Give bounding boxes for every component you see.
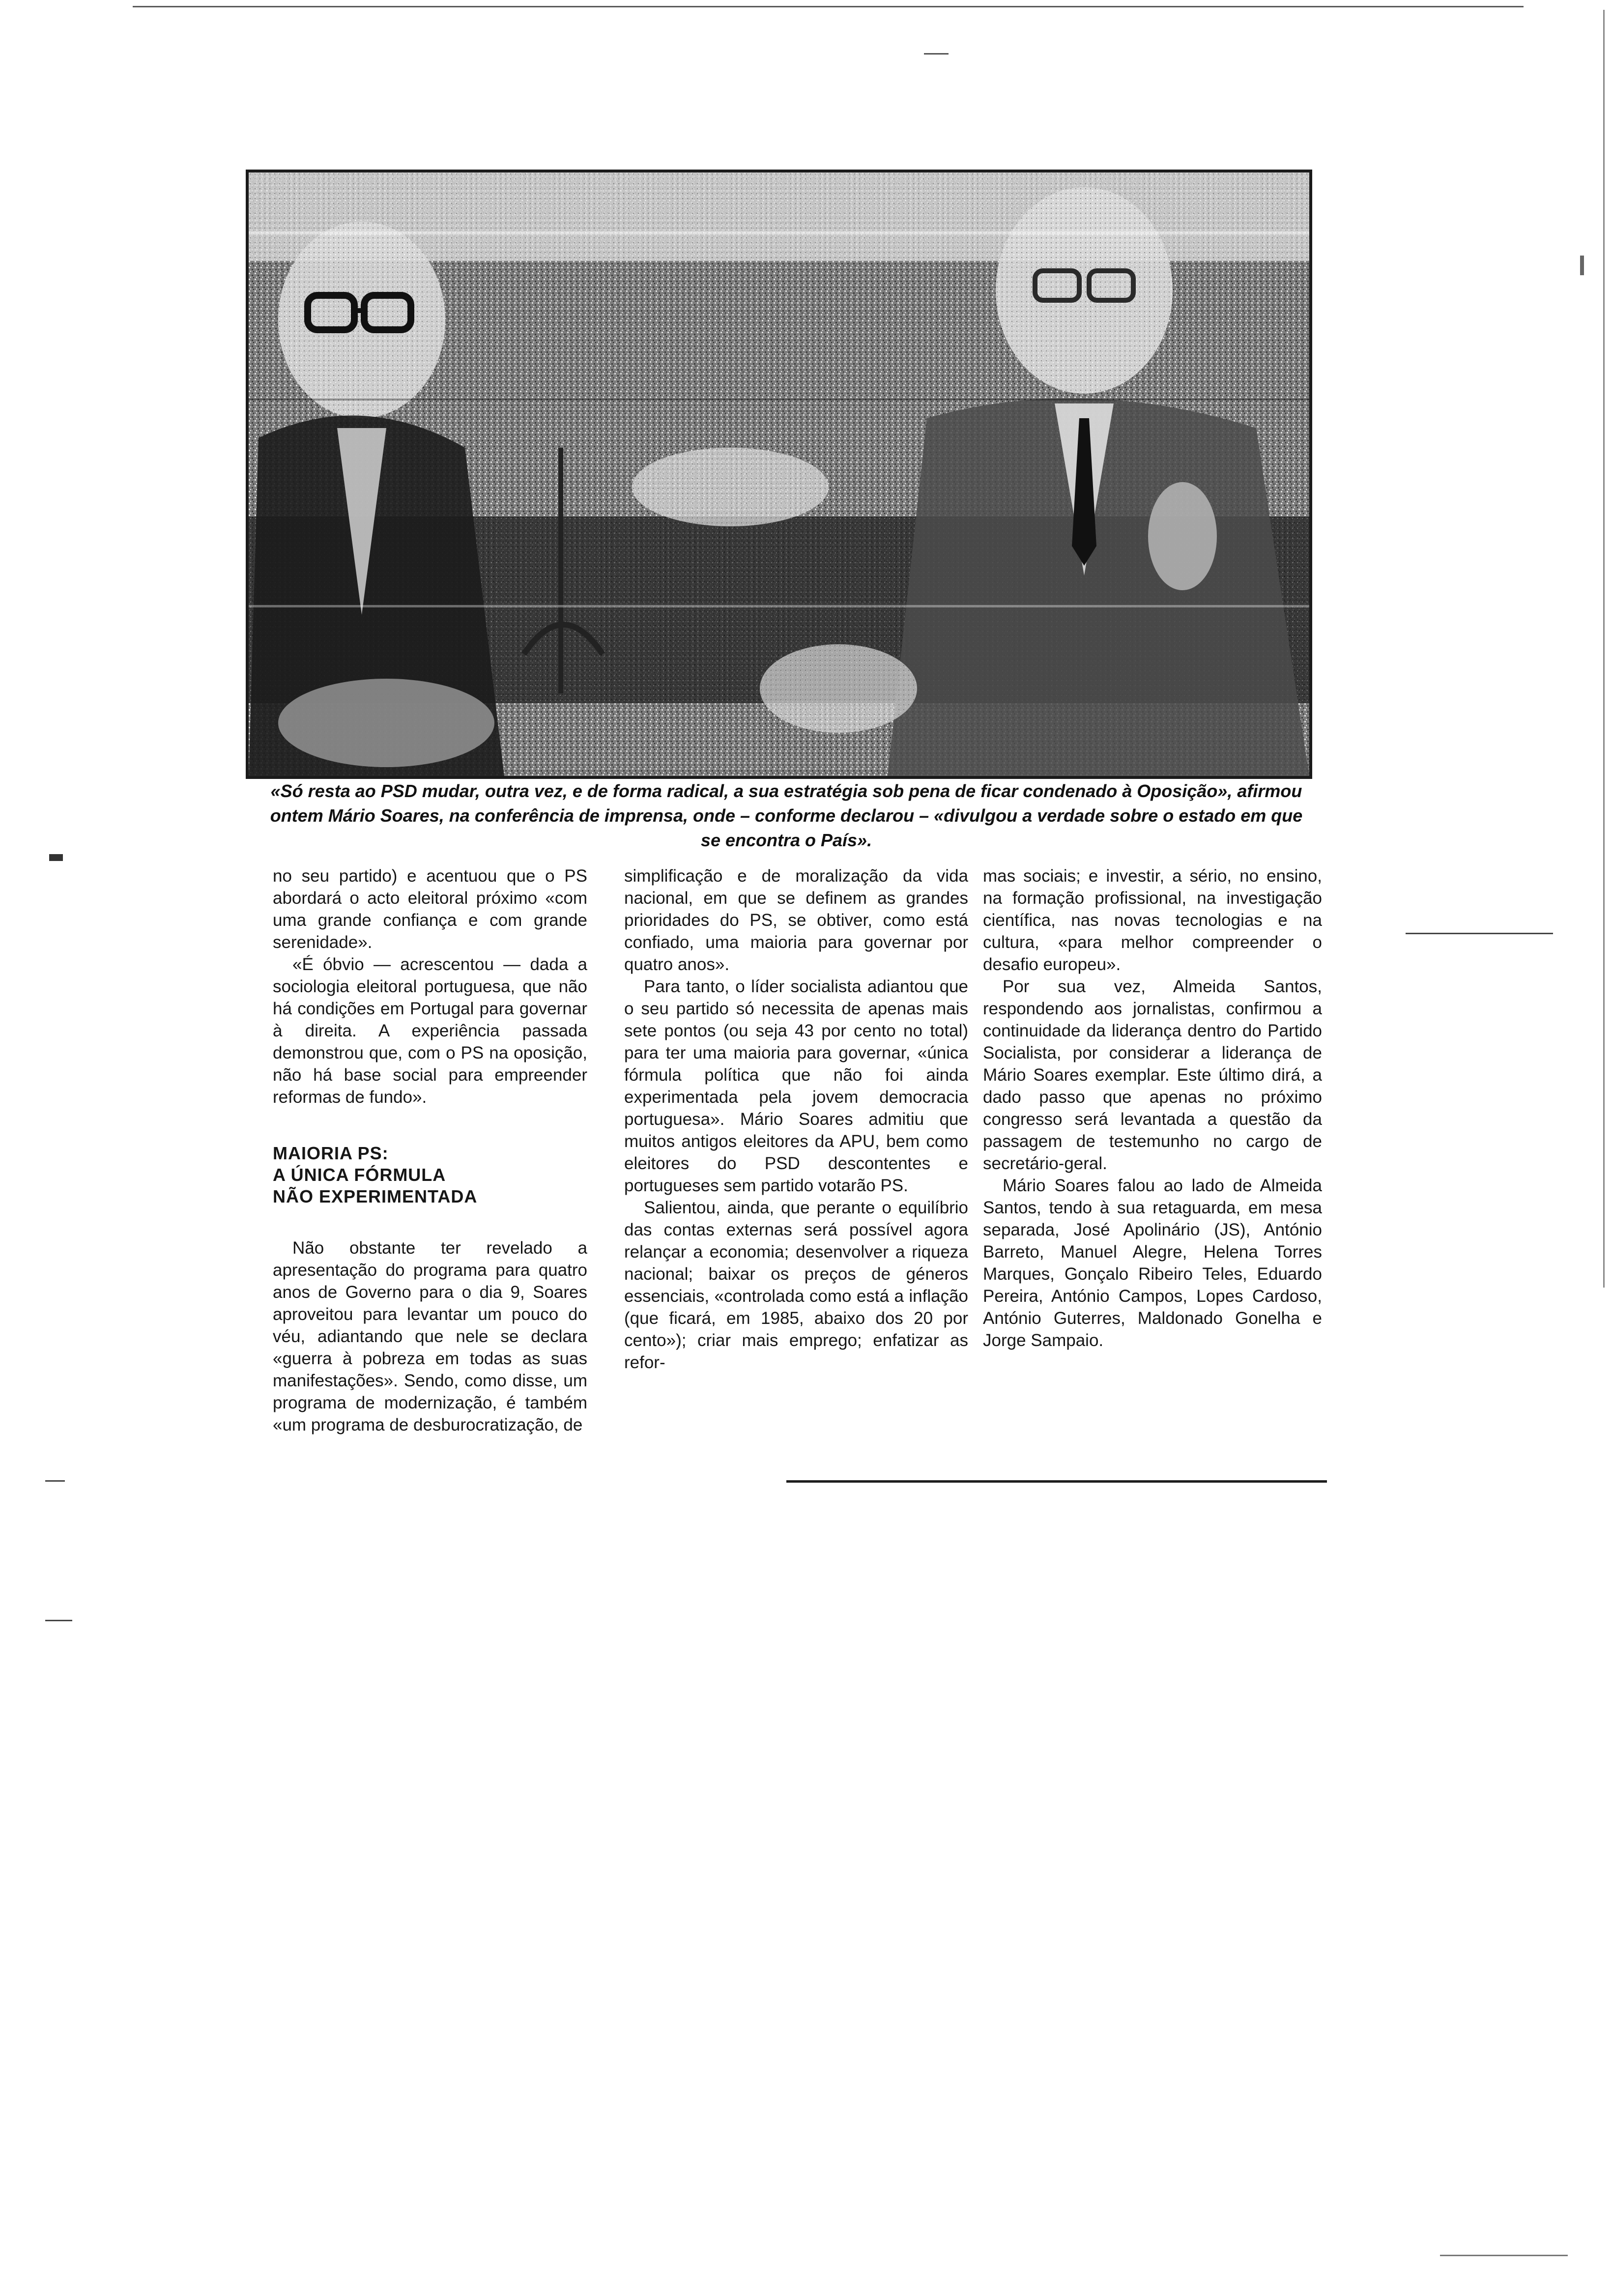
paragraph: simplificação e de moralização da vida nacional, em que se definem as grandes prioridades do PS, se obtiver, como está confiado, uma maioria para governar por quatro anos». bbox=[624, 866, 968, 974]
scan-dash-right bbox=[1406, 933, 1553, 934]
paragraph: Mário Soares falou ao lado de Almeida Santos, tendo à sua retaguarda, em mesa separada, José Apolinário (JS), António Barreto, Manuel Alegre, Helena Torres Marques, Gonçalo Ribeiro Teles, Eduardo Pereira, António Campos, Lopes Cardoso, António Guterres, Maldonado Gonelha e Jorge Sampaio. bbox=[983, 1176, 1322, 1350]
paragraph: Salientou, ainda, que perante o equilíbrio das contas externas será possível agora relançar a economia; desenvolver a riqueza nacional; baixar os preços de géneros essenciais, «controlada como está a inflação (que ficará, em 1985, abaixo dos 20 por cento»); criar mais emprego; enfatizar as refor- bbox=[624, 1198, 968, 1372]
scan-dash-left-2 bbox=[45, 1620, 72, 1621]
paragraph: Para tanto, o líder socialista adiantou que o seu partido só necessita de apenas mais sete pontos (ou seja 43 por cento no total) para ter uma maioria para governar, «única fórmula política que não foi ainda experimentada pela jovem democracia portuguesa». Mário Soares admitiu que muitos antigos eleitores da APU, bem como eleitores do PSD descontentes e portugueses sem partido votarão PS. bbox=[624, 977, 968, 1195]
paragraph: Por sua vez, Almeida Santos, respondendo aos jornalistas, confirmou a continuidade da liderança dentro do Partido Socialista, por considerar a liderança de Mário Soares exemplar. Este último dirá, a dado passo que apenas no próximo congresso será levantada a questão da passagem de testemunho no cargo de secretário-geral. bbox=[983, 977, 1322, 1173]
article-end-rule bbox=[786, 1480, 1327, 1483]
scan-speck bbox=[1580, 256, 1584, 275]
subheading-line: A ÚNICA FÓRMULA bbox=[273, 1165, 446, 1185]
subheading-line: MAIORIA PS: bbox=[273, 1143, 389, 1163]
scan-speck bbox=[49, 854, 63, 861]
paragraph: «É óbvio — acrescentou — dada a sociologia eleitoral portuguesa, que não há condições em Portugal para governar à direita. A experiência passada demonstrou que, com o PS na oposição, não há base social para empreender reformas de fundo». bbox=[273, 955, 587, 1107]
section-subheading bbox=[273, 1143, 587, 1207]
photo-caption: «Só resta ao PSD mudar, outra vez, e de forma radical, a sua estratégia sob pena de ficar condenado à Oposição», afirmou ontem Mário Soares, na conferência de imprensa, onde – conforme declarou – «divulgou a verdade sobre o estado em que se encontra o País». bbox=[270, 781, 1303, 850]
scan-dash-bottom-right bbox=[1440, 2255, 1568, 2256]
paragraph: no seu partido) e acentuou que o PS abordará o acto eleitoral próximo «com uma grande confiança e com grande serenidade». bbox=[273, 866, 587, 952]
paragraph: Não obstante ter revelado a apresentação do programa para quatro anos de Governo para o dia 9, Soares aproveitou para levantar um pouco do véu, adiantando que nele se declara «guerra à pobreza em todas as suas manifestações». Sendo, como disse, um programa de modernização, é também «um programa de desburocratização, de bbox=[273, 1238, 587, 1435]
article-column-2 bbox=[624, 865, 968, 1374]
subheading-line: NÃO EXPERIMENTADA bbox=[273, 1186, 478, 1206]
paragraph: mas sociais; e investir, a sério, no ensino, na formação profissional, na investigação científica, nas novas tecnologias e na cultura, «para melhor compreender o desafio europeu». bbox=[983, 866, 1322, 974]
photo-icon bbox=[249, 172, 1309, 776]
scan-mark-top bbox=[924, 53, 949, 55]
article-column-1 bbox=[273, 865, 587, 1436]
scan-top-border bbox=[133, 6, 1524, 7]
scan-right-border bbox=[1603, 10, 1605, 1288]
scan-dash-left-1 bbox=[45, 1480, 65, 1482]
news-photo bbox=[246, 170, 1312, 779]
article-column-3 bbox=[983, 865, 1322, 1351]
